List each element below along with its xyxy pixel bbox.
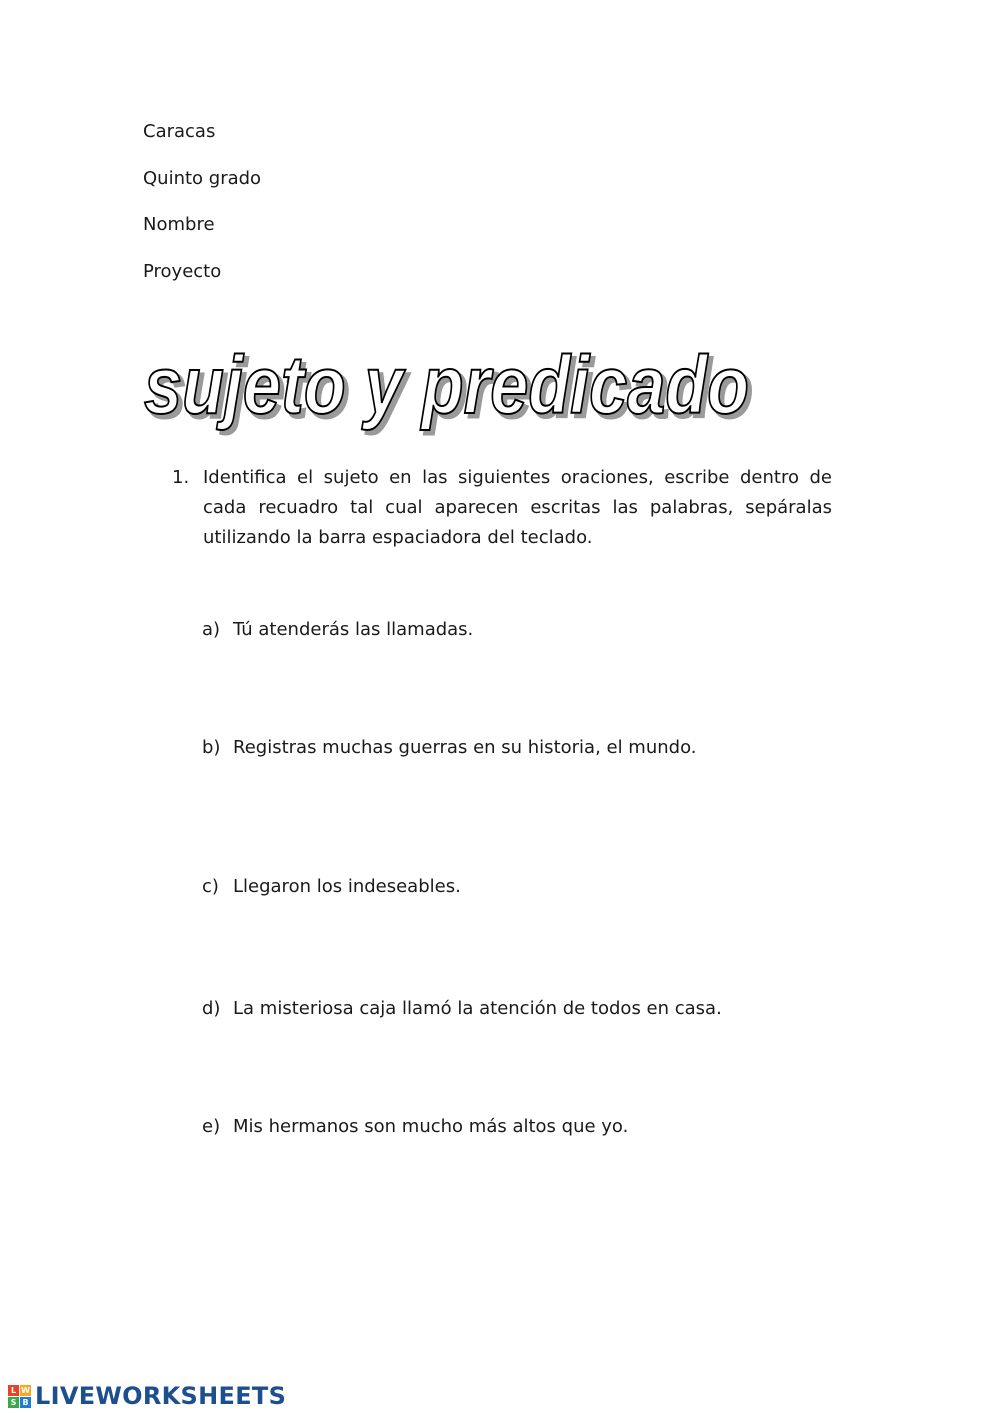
sentence-d	[202, 998, 722, 1020]
sentence-letter: d)	[202, 998, 221, 1019]
logo-icon-cell: S	[8, 1397, 19, 1408]
logo-icon-cell: L	[8, 1385, 19, 1396]
logo-icon-cell: W	[21, 1385, 30, 1395]
instruction-text: Identifica el sujeto en las siguientes oraciones, escribe dentro de cada recuadro tal cual aparecen escritas las palabras, sepáralas utilizando la barra espaciadora del teclado.	[203, 467, 832, 548]
liveworksheets-icon	[8, 1385, 31, 1408]
sentence-c	[202, 876, 461, 898]
sentence-letter: e)	[202, 1116, 221, 1137]
sentence-letter: b)	[202, 737, 221, 758]
sentence-text: La misteriosa caja llamó la atención de todos en casa.	[233, 998, 722, 1019]
instruction-number: 1.	[172, 467, 190, 488]
title-shadow: sujeto y predicado	[148, 344, 753, 435]
liveworksheets-logo	[8, 1382, 286, 1410]
sentence-text: Mis hermanos son mucho más altos que yo.	[233, 1116, 629, 1137]
sentence-letter: a)	[202, 619, 221, 640]
logo-wordmark: LIVEWORKSHEETS	[35, 1382, 287, 1410]
logo-icon-cell: B	[20, 1397, 31, 1408]
sentence-text: Tú atenderás las llamadas.	[233, 619, 474, 640]
sentence-b	[202, 737, 697, 759]
worksheet-title	[140, 340, 780, 450]
sentence-text: Registras muchas guerras en su historia, el mundo.	[233, 737, 697, 758]
sentence-text: Llegaron los indeseables.	[233, 876, 461, 897]
header-city: Caracas	[143, 121, 216, 142]
instruction-item	[172, 463, 832, 553]
sentence-a	[202, 619, 473, 641]
header-name-label: Nombre	[143, 214, 215, 235]
sentence-letter: c)	[202, 876, 219, 897]
header-project-label: Proyecto	[143, 261, 222, 282]
title-outline: sujeto y predicado	[144, 340, 749, 431]
header-grade: Quinto grado	[143, 168, 262, 189]
sentence-e	[202, 1116, 628, 1138]
